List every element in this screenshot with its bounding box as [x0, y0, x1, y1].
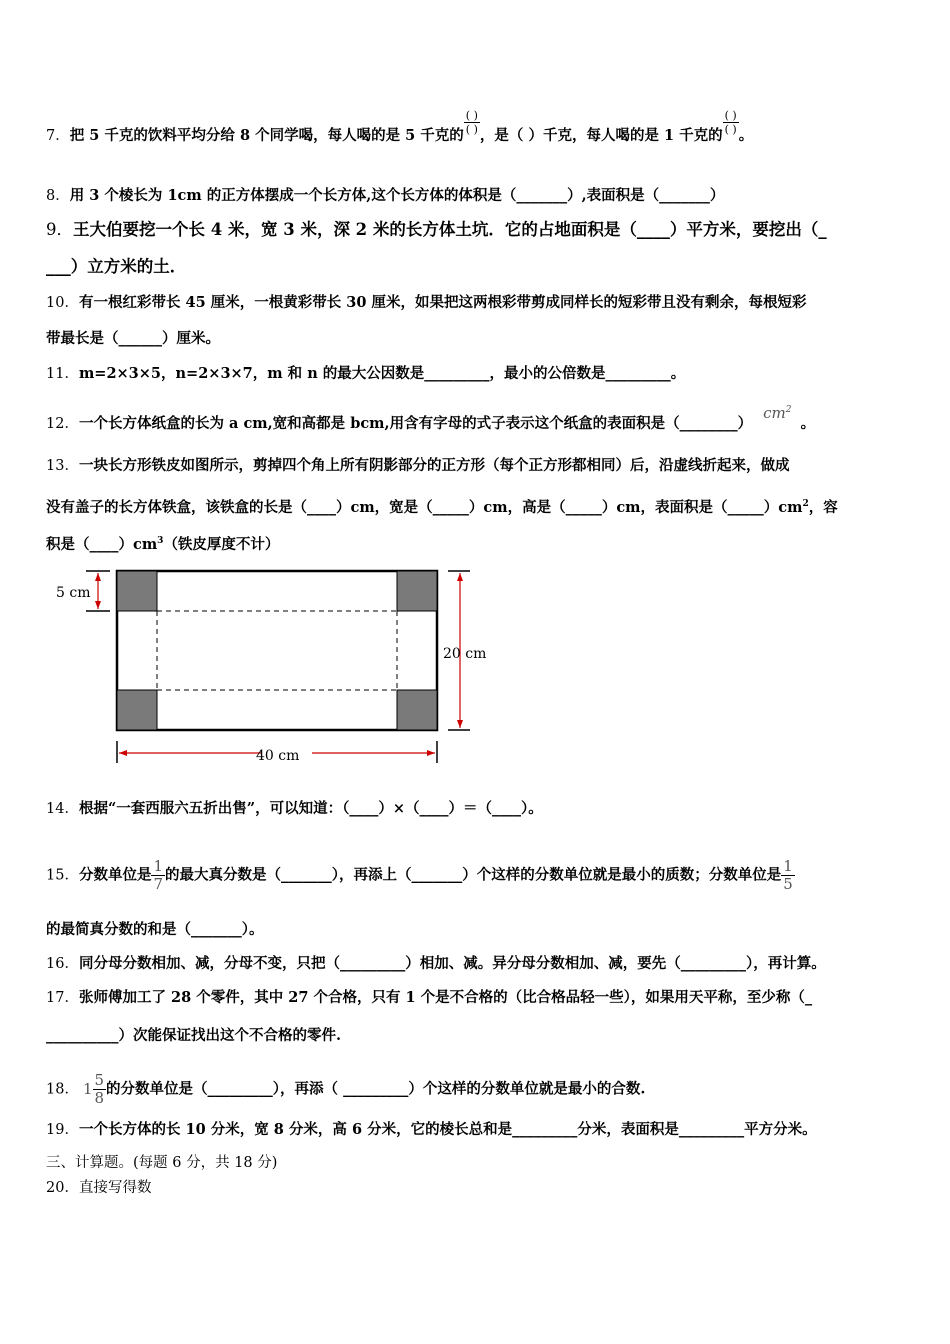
mixed-number-whole: 1	[82, 1079, 93, 1098]
fraction-blank: $\frac{( )}{( )}$	[465, 108, 478, 136]
question-text: 同分母分数相加、减，分母不变，只把（_________）相加、减。异分母分数相加、减，要先（_________），再计算。	[78, 955, 826, 972]
question-text: 直接写得数	[78, 1180, 152, 1196]
question-text: 一块长方形铁皮如图所示，剪掉四个角上所有阴影部分的正方形（每个正方形都相同）后，沿虚线折起来，做成	[78, 457, 790, 474]
fraction-blank: $\frac{( )}{( )}$	[724, 108, 737, 136]
question-number: 8．	[46, 188, 70, 204]
question-19	[46, 1120, 817, 1140]
question-text: 的最大真分数是（_______），再添上（_______）个这样的分数单位就是最小的质数；分数单位是	[165, 866, 782, 884]
question-number: 10．	[46, 295, 79, 311]
question-12	[46, 404, 816, 434]
corner-square-bottom-left	[117, 690, 157, 730]
question-18	[46, 1072, 645, 1107]
question-text: 。	[738, 127, 754, 144]
question-text: 根据“一套西服六五折出售”，可以知道：（____）×（____）＝（____）。	[78, 800, 543, 817]
mixed-number-fraction: $\frac{5}{8}$	[94, 1071, 105, 1107]
question-text: 张师傅加工了 28 个零件，其中 27 个合格，只有 1 个是不合格的（比合格品轻一些），如果用天平称，至少称（_	[78, 989, 813, 1006]
question-number: 15．	[46, 867, 79, 884]
question-9-line2: ___）立方米的土．	[46, 257, 187, 276]
question-text: ，是（ ）千克，每人喝的是 1 千克的	[479, 127, 723, 144]
question-number: 7．	[46, 128, 70, 144]
question-number: 17．	[46, 990, 79, 1006]
question-17	[46, 988, 812, 1008]
question-20	[46, 1178, 151, 1198]
height-label: 20 cm	[443, 646, 487, 662]
fraction-one-fifth: $\frac{1}{5}$	[783, 857, 793, 893]
question-number: 16．	[46, 956, 79, 972]
question-number: 14．	[46, 801, 79, 817]
question-number: 19．	[46, 1122, 79, 1138]
corner-size-label: 5 cm	[56, 585, 91, 601]
question-number: 18．	[46, 1081, 79, 1098]
corner-square-top-right	[397, 571, 437, 611]
question-text: 王大伯要挖一个长 4 米，宽 3 米，深 2 米的长方体土坑．它的占地面积是（____）平方米，要挖出（_	[73, 220, 827, 239]
unit-cm2: $cm^2$	[763, 404, 792, 422]
question-10-line2: 带最长是（______）厘米。	[46, 330, 220, 347]
width-label: 40 cm	[256, 748, 300, 763]
question-11	[46, 364, 685, 384]
question-text: 一个长方体的长 10 分米，宽 8 分米，高 6 分米，它的棱长总和是_________分米，表面积是_________平方分米。	[78, 1121, 817, 1138]
question-8	[46, 186, 724, 206]
question-number: 12．	[46, 416, 79, 432]
sheet-metal-figure	[0, 563, 950, 763]
fraction-one-seventh: $\frac{1}{7}$	[153, 857, 163, 893]
question-10	[46, 293, 807, 313]
question-text: 用 3 个棱长为 1cm 的正方体摆成一个长方体,这个长方体的体积是（_______）,表面积是（_______）	[69, 187, 725, 204]
question-15-line2: 的最简真分数的和是（_______）。	[46, 921, 264, 938]
question-number: 9．	[46, 220, 73, 239]
corner-square-top-left	[117, 571, 157, 611]
question-number: 20．	[46, 1180, 79, 1196]
question-number: 13．	[46, 458, 79, 474]
question-17-line2: __________）次能保证找出这个不合格的零件.	[46, 1027, 342, 1044]
question-15	[46, 858, 795, 893]
question-text: 有一根红彩带长 45 厘米，一根黄彩带长 30 厘米，如果把这两根彩带剪成同样长的短彩带且没有剩余，每根短彩	[78, 294, 807, 311]
question-number: 11．	[46, 366, 79, 382]
question-13-line2: 没有盖子的长方体铁盒，该铁盒的长是（____）cm，宽是（_____）cm，高是（_____）cm，表面积是$(\_\_\_\_\_)cm^2$，容	[46, 498, 838, 516]
question-9	[46, 220, 827, 240]
question-13-line3: 积是$(\_\_\_\_)cm^3$（铁皮厚度不计）	[46, 535, 280, 553]
sheet-outline	[117, 571, 437, 730]
corner-square-bottom-right	[397, 690, 437, 730]
question-7	[46, 108, 754, 146]
question-text: 的分数单位是（_________），再添（ _________）个这样的分数单位就是最小的合数.	[106, 1080, 646, 1098]
question-text: 分数单位是	[78, 866, 152, 884]
question-14	[46, 799, 543, 819]
question-text: m=2×3×5，n=2×3×7，m 和 n 的最大公因数是_________，最小的公倍数是_________。	[78, 365, 686, 382]
question-text: 。	[800, 415, 816, 432]
question-13	[46, 456, 789, 476]
question-text: 一个长方体纸盒的长为 a cm,宽和高都是 bcm,用含有字母的式子表示这个纸盒的表面积是（________）	[78, 415, 753, 432]
section-heading: 三、计算题。(每题 6 分，共 18 分)	[46, 1155, 278, 1171]
question-16	[46, 954, 826, 974]
question-text: 把 5 千克的饮料平均分给 8 个同学喝，每人喝的是 5 千克的	[69, 127, 464, 144]
